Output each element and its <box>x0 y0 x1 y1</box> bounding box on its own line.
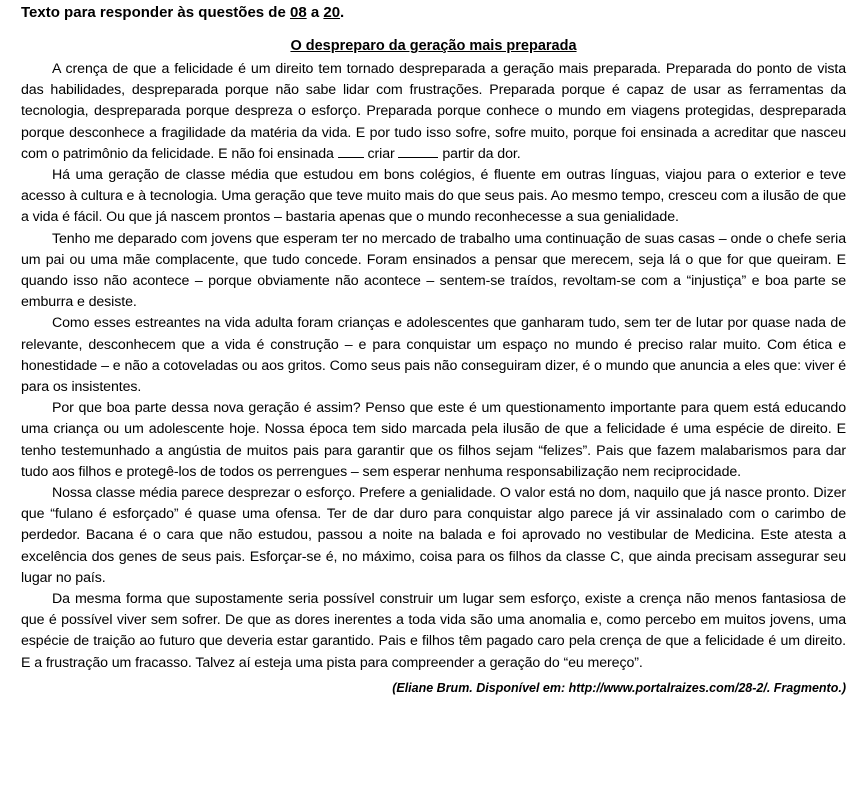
paragraph-1 <box>21 59 846 165</box>
paragraph-6: Nossa classe média parece desprezar o esforço. Prefere a genialidade. O valor está no dom, naquilo que já nasce pronto. Dizer que “fulano é esforçado” é quase uma ofensa. Ter de dar duro para conquistar algo parece já vir assinalado com o carimbo de perdedor. Bacana é o cara que não estudou, passou a noite na balada e foi aprovado no vestibular de Medicina. Este atesta a excelência dos genes de seus pais. Esforçar-se é, no máximo, coisa para os filhos da classe C, que ainda precisam assegurar seu lugar no país. <box>21 485 846 586</box>
article-title: O despreparo da geração mais preparada <box>290 38 577 54</box>
fill-blank-2 <box>398 146 438 158</box>
paragraph-1-end: partir da dor. <box>442 145 521 162</box>
paragraph-3: Tenho me deparado com jovens que esperam ter no mercado de trabalho uma continuação de suas casas – onde o chefe seria um pai ou uma mãe complacente, que tudo concede. Foram ensinados a pensar que merecem, seja lá o que for que queiram. E quando isso não acontece – porque obviamente não acontece – sentem-se traídos, revoltam-se com a “injustiça” e boa parte se emburra e desiste. <box>21 230 846 311</box>
heading-mid: a <box>306 4 324 21</box>
paragraph-1-text: A crença de que a felicidade é um direito tem tornado despreparada a geração mais preparada. Preparada do ponto de vista das habilidades, despreparada porque não sabe lidar com frustrações. Preparada porque é capaz de usar as ferramentas da tecnologia, despreparada porque despreza o esforço. Preparada porque conhece o mundo em viagens protegidas, despreparada porque desconhece a fragilidade da matéria da vida. E por tudo isso sofre, sofre muito, porque foi ensinada a acreditar que nasceu com o patrimônio da felicidade. E não foi ensinada <box>21 61 846 162</box>
fill-blank-1 <box>338 146 364 158</box>
paragraph-2: Há uma geração de classe média que estudou em bons colégios, é fluente em outras línguas, viajou para o exterior e teve acesso à cultura e à tecnologia. Uma geração que teve muito mais do que seus pais. Ao mesmo tempo, cresceu com a ilusão de que a vida é fácil. Ou que já nascem prontos – bastaria apenas que o mundo reconhecesse a sua genialidade. <box>21 167 846 226</box>
heading-suffix: . <box>340 4 345 21</box>
heading-to-number: 20 <box>323 4 341 21</box>
heading-from-number: 08 <box>289 4 307 21</box>
paragraph-5: Por que boa parte dessa nova geração é assim? Penso que este é um questionamento importante para quem está educando uma criança ou um adolescente hoje. Nossa época tem sido marcada pela ilusão de que a felicidade é uma espécie de direito. E tenho testemunhado a angústia de muitos pais para garantir que os filhos sejam “felizes”. Pais que fazem malabarismos para dar tudo aos filhos e protegê-los de todos os perrengues – sem esperar nenhuma responsabilização nem reciprocidade. <box>21 400 846 480</box>
paragraph-4: Como esses estreantes na vida adulta foram crianças e adolescentes que ganharam tudo, sem ter de lutar por quase nada de relevante, desconhecem que a vida é construção – e para conquistar um espaço no mundo é preciso ralar muito. Com ética e honestidade – e não a cotoveladas ou aos gritos. Como seus pais não conseguiram dizer, é o mundo que anuncia a eles que: viver é para os insistentes. <box>21 315 846 396</box>
paragraph-7: Da mesma forma que supostamente seria possível construir um lugar sem esforço, existe a crença não menos fantasiosa de que é possível viver sem sofrer. De que as dores inerentes a toda vida são uma anomalia e, como percebo em muitos jovens, uma espécie de traição ao futuro que deveria estar garantido. Pais e filhos têm pagado caro pela crença de que a felicidade é um direito. E a frustração um fracasso. Talvez aí esteja uma pista para compreender a geração do “eu mereço”. <box>21 591 846 671</box>
paragraph-1-word: criar <box>367 145 395 162</box>
heading-prefix: Texto para responder às questões de <box>21 4 290 21</box>
article-body <box>21 59 846 674</box>
source-citation: (Eliane Brum. Disponível em: http://www.portalraizes.com/28-2/. Fragmento.) <box>392 680 846 695</box>
instructions-heading <box>21 4 846 22</box>
